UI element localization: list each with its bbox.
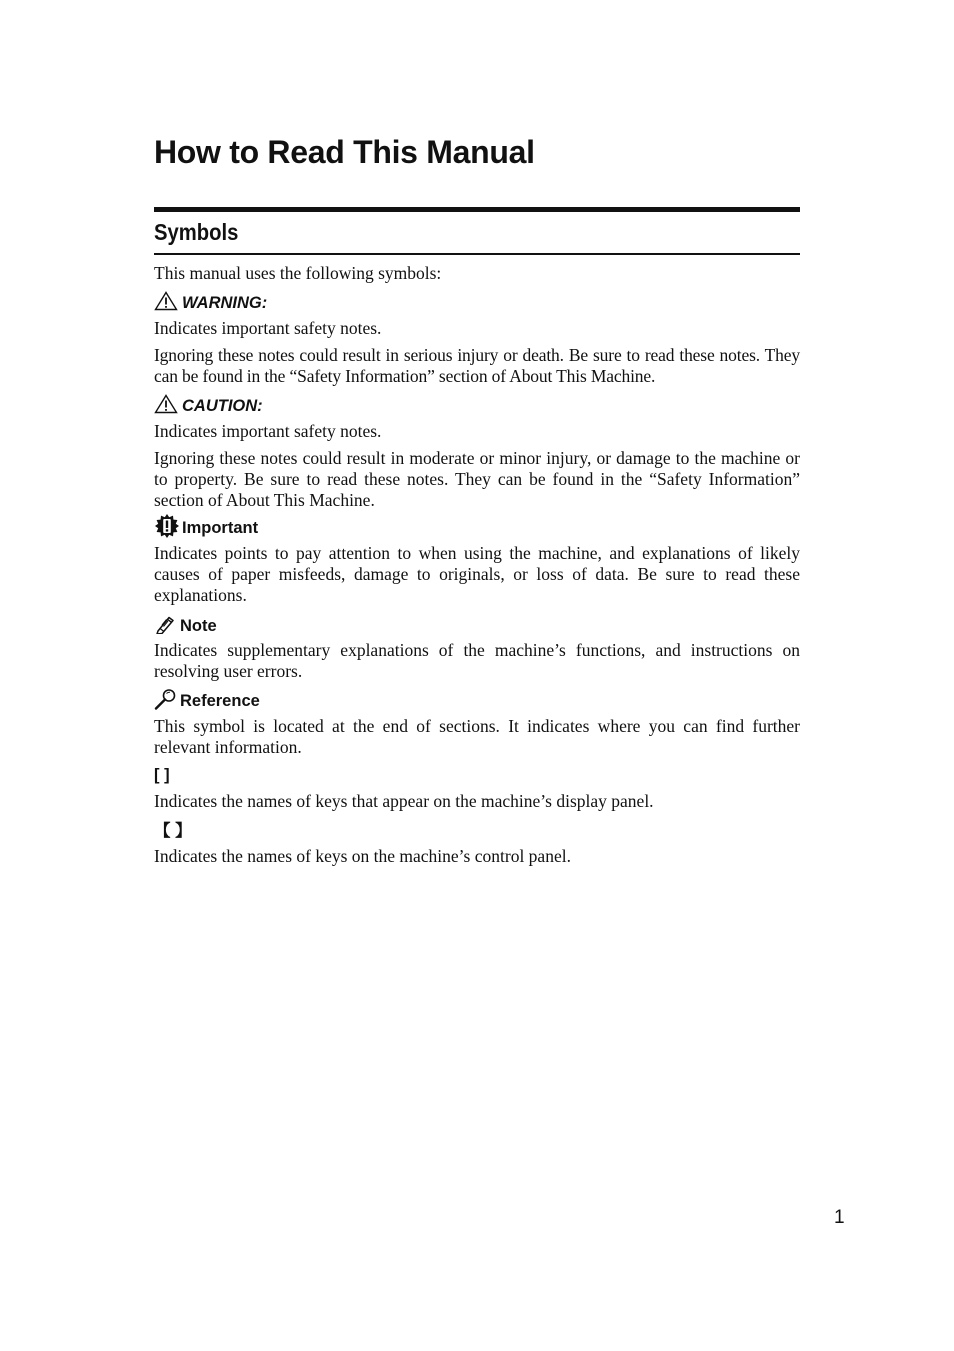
caution-triangle-icon [154,394,178,419]
square-brackets-text: Indicates the names of keys that appear on the machine’s display panel. [154,791,654,811]
lenticular-brackets-label-text: 【 】 [154,822,192,840]
page-number: 1 [834,1207,845,1228]
square-brackets-label [154,764,170,786]
note-text: Indicates supplementary explanations of the machine’s functions, and instructions on resolving user errors. [154,640,800,681]
intro-text: This manual uses the following symbols: [154,263,442,283]
caution-label [154,395,263,417]
reference-label [154,690,260,712]
warning-label [154,292,267,314]
pencil-icon [154,614,176,639]
lenticular-brackets-label [154,818,192,840]
important-exclamation-icon [154,513,180,544]
square-brackets-label-text: [ ] [154,765,170,784]
lenticular-brackets-text: Indicates the names of keys on the machine’s control panel. [154,846,571,866]
reference-text: This symbol is located at the end of sections. It indicates where you can find further relevant information. [154,716,800,757]
note-label [154,615,217,637]
important-label [154,517,258,539]
page-title: How to Read This Manual [154,134,535,170]
section-rule-top [154,207,800,212]
warning-label-text: WARNING: [182,293,268,312]
caution-line-2: Ignoring these notes could result in moderate or minor injury, or damage to the machine or to property. Be sure to read these notes. They can be found in the “Safety Information” section of About This Machine. [154,448,800,510]
section-rule-bottom [154,253,800,255]
warning-triangle-icon [154,291,178,316]
warning-line-2: Ignoring these notes could result in serious injury or death. Be sure to read these notes. They can be found in the “Safety Information” section of About This Machine. [154,345,800,386]
section-title: Symbols [154,219,239,245]
caution-line-1: Indicates important safety notes. [154,421,382,441]
important-text: Indicates points to pay attention to when using the machine, and explanations of likely causes of paper misfeeds, damage to originals, or loss of data. Be sure to read these explanations. [154,543,800,605]
magnifier-icon [154,688,178,715]
note-label-text: Note [180,616,217,635]
caution-label-text: CAUTION: [182,396,263,415]
warning-line-1: Indicates important safety notes. [154,318,382,338]
important-label-text: Important [182,518,259,537]
reference-label-text: Reference [180,691,260,710]
